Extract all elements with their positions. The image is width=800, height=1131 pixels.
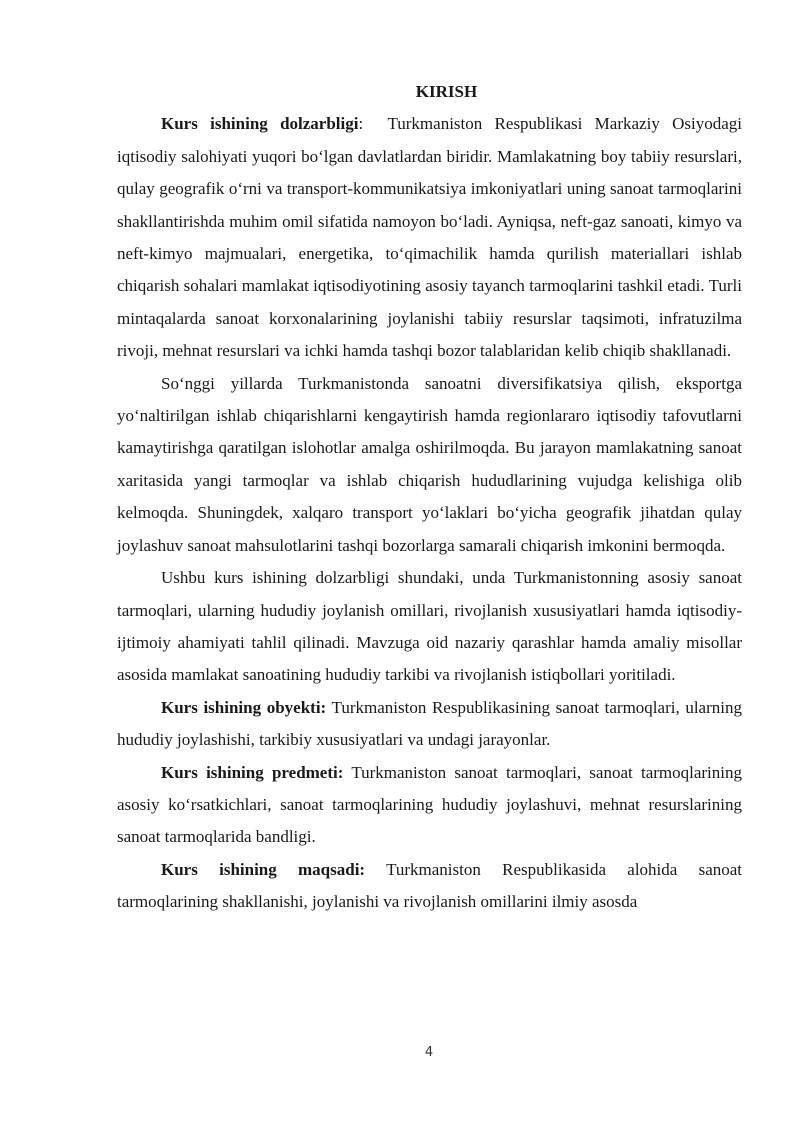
- paragraph-relevance-detail: [117, 562, 742, 692]
- paragraph-text: Turkmaniston Respublikasida alohida sanoat tarmoqlarining shakllanishi, joylanishi va rivojlanish omillarini ilmiy asosda: [117, 859, 743, 912]
- paragraph-lead: Kurs ishining dolzarbligi: [161, 114, 359, 134]
- paragraph-text: Ushbu kurs ishining dolzarbligi shundaki, unda Turkmanistonning asosiy sanoat tarmoqlari, ularning hududiy joylanish omillari, rivojlanish xususiyatlari hamda iqtisodiy-ijtimoiy ahamiyati tahlil qilinadi. Mavzuga oid nazariy qarashlar hamda amaliy misollar asosida mamlakat sanoatining hududiy tarkibi va rivojlanish istiqbollari yoritiladi.: [117, 568, 742, 685]
- paragraph-object: [117, 692, 742, 757]
- page-content: [117, 76, 742, 919]
- paragraph-lead: Kurs ishining maqsadi:: [161, 859, 366, 879]
- paragraph-lead-suffix: :: [358, 114, 388, 134]
- paragraph-text: So‘nggi yillarda Turkmanistonda sanoatni diversifikatsiya qilish, eksportga yo‘naltirilgan ishlab chiqarishlarni kengaytirish hamda regionlararo iqtisodiy tafovutlarni kamaytirishga qaratilgan islohotlar amalga oshirilmoqda. Bu jarayon mamlakatning sanoat xaritasida yangi tarmoqlar va ishlab chiqarish hududlarining vujudga kelishiga olib kelmoqda. Shuningdek, xalqaro transport yo‘laklari bo‘yicha geografik jihatdan qulay joylashuv sanoat mahsulotlarini tashqi bozorlarga samarali chiqarish imkonini bermoqda.: [117, 373, 742, 555]
- paragraph-lead: Kurs ishining predmeti:: [161, 762, 344, 782]
- paragraph-text: Turkmaniston sanoat tarmoqlari, sanoat tarmoqlarining asosiy ko‘rsatkichlari, sanoat tarmoqlarining hududiy joylashuvi, mehnat resurslarining sanoat tarmoqlarida bandligi.: [117, 762, 742, 847]
- paragraph-subject: [117, 757, 742, 854]
- paragraph-lead: Kurs ishining obyekti:: [161, 697, 327, 717]
- page-number: 4: [424, 1045, 434, 1060]
- section-title: KIRISH: [415, 82, 478, 101]
- paragraph-lead-suffix: [365, 860, 386, 879]
- paragraph-goal: [117, 854, 742, 919]
- paragraph-text: Turkmaniston Respublikasi Markaziy Osiyodagi iqtisodiy salohiyati yuqori bo‘lgan davlatlardan biridir. Mamlakatning boy tabiiy resurslari, qulay geografik o‘rni va transport-kommunikatsiya imkoniyatlari uning sanoat tarmoqlarini shakllantirishda muhim omil sifatida namoyon bo‘ladi. Ayniqsa, neft-gaz sanoati, kimyo va neft-kimyo majmualari, energetika, to‘qimachilik hamda qurilish materiallari ishlab chiqarish sohalari mamlakat iqtisodiyotining asosiy tayanch tarmoqlarini tashkil etadi. Turli mintaqalarda sanoat korxonalarining joylanishi tabiiy resurslar taqsimoti, infratuzilma rivoji, mehnat resurslari va ichki hamda tashqi bozor talablaridan kelib chiqib shakllanadi.: [117, 114, 742, 361]
- paragraph-text: Turkmaniston Respublikasining sanoat tarmoqlari, ularning hududiy joylashishi, tarkibiy xususiyatlari va undagi jarayonlar.: [117, 697, 742, 750]
- paragraph-recent-years: [117, 368, 742, 562]
- paragraph-relevance: [117, 108, 742, 367]
